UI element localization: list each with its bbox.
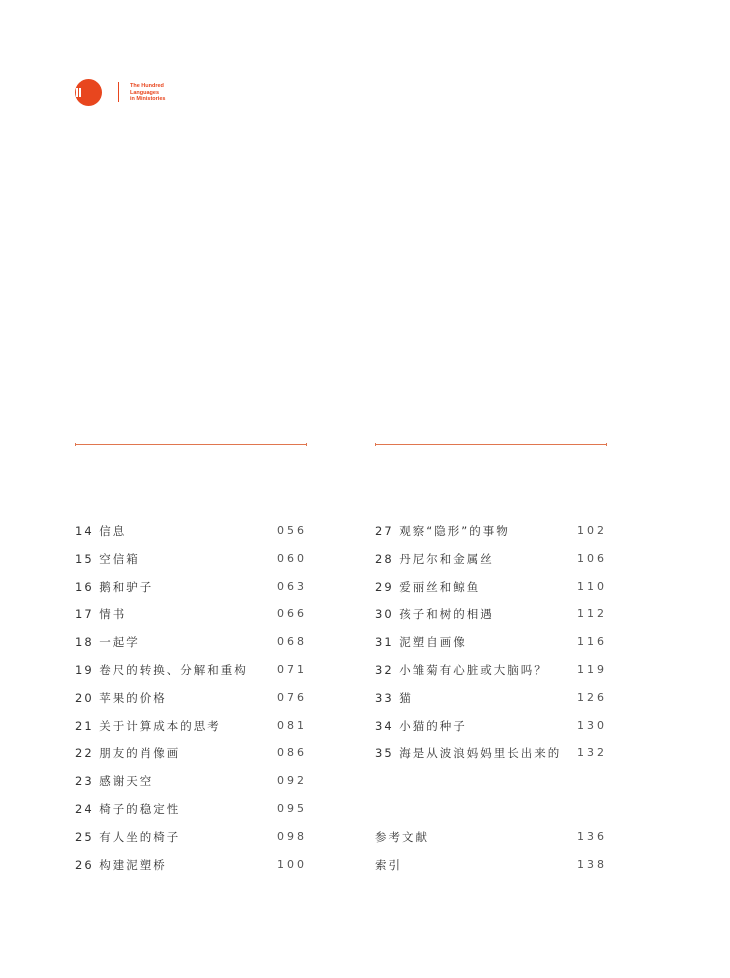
toc-entry[interactable] [75, 634, 307, 662]
toc-title: 15 空信箱 [75, 551, 140, 566]
toc-back-matter [375, 829, 607, 885]
toc-page-number: 066 [277, 607, 307, 621]
logo-divider [118, 82, 119, 102]
toc-entry[interactable] [375, 551, 607, 579]
toc-page-number: 076 [277, 690, 307, 704]
toc-entry[interactable] [75, 523, 307, 551]
toc-page-number: 095 [277, 801, 307, 815]
toc-entry[interactable] [375, 745, 607, 773]
toc-title: 35 海是从波浪妈妈里长出来的 [375, 746, 562, 761]
toc-page-number: 112 [577, 607, 607, 621]
toc-title: 21 关于计算成本的思考 [75, 718, 221, 733]
toc-title: 14 信息 [75, 524, 127, 538]
toc-entry[interactable] [75, 551, 307, 579]
toc-entry[interactable] [75, 801, 307, 829]
toc-page-number: 098 [277, 829, 307, 843]
toc-page-number: 100 [277, 857, 307, 871]
toc-entry[interactable] [75, 773, 307, 801]
toc-title: 23 感谢天空 [75, 774, 154, 789]
toc-page-number: 081 [277, 718, 307, 732]
left-column-rule [75, 444, 307, 445]
toc-title: 32 小雏菊有心脏或大脑吗？ [375, 662, 548, 677]
toc-page-number: 060 [277, 551, 307, 565]
toc-page-number: 132 [577, 746, 607, 760]
toc-entry-index[interactable] [375, 857, 607, 885]
toc-page-number: 116 [577, 635, 607, 649]
toc-title: 29 爱丽丝和鲸鱼 [375, 579, 481, 594]
toc-title: 26 构建泥塑桥 [75, 857, 167, 872]
toc-page-number: 056 [277, 524, 307, 537]
logo-line-3: in Ministories [130, 96, 166, 102]
toc-page-number: 130 [577, 718, 607, 732]
toc-title: 16 鹅和驴子 [75, 579, 154, 594]
toc-entry[interactable] [75, 579, 307, 607]
toc-entry[interactable] [375, 662, 607, 690]
toc-title: 参考文献 [375, 830, 429, 844]
toc-page-number: 110 [577, 579, 607, 593]
toc-page-number: 092 [277, 774, 307, 788]
logo-line-2: Languages [130, 89, 160, 96]
toc-entry[interactable] [75, 829, 307, 857]
logo-bars-icon [76, 88, 82, 97]
toc-entry[interactable] [75, 718, 307, 746]
toc-entry[interactable] [375, 634, 607, 662]
toc-entry[interactable] [75, 857, 307, 885]
toc-entry-references[interactable] [375, 829, 607, 857]
toc-page-number: 106 [577, 551, 607, 565]
toc-entry[interactable] [75, 745, 307, 773]
toc-page-number: 119 [577, 662, 607, 676]
toc-page-number: 136 [577, 830, 607, 843]
toc-entry[interactable] [75, 690, 307, 718]
toc-page-number: 102 [577, 524, 607, 537]
toc-left-column [75, 523, 307, 884]
logo-line-1: The Hundred [130, 83, 164, 89]
right-column-rule [375, 444, 607, 445]
toc-right-column [375, 523, 607, 773]
toc-title: 19 卷尺的转换、分解和重构 [75, 662, 248, 677]
toc-entry[interactable] [375, 718, 607, 746]
toc-title: 22 朋友的肖像画 [75, 746, 181, 761]
toc-page-number: 068 [277, 635, 307, 649]
toc-title: 25 有人坐的椅子 [75, 829, 181, 844]
toc-page-number: 063 [277, 579, 307, 593]
toc-page-number: 126 [577, 690, 607, 704]
toc-entry[interactable] [375, 606, 607, 634]
toc-title: 27 观察“隐形”的事物 [375, 524, 510, 538]
toc-title: 30 孩子和树的相遇 [375, 607, 494, 622]
toc-title: 28 丹尼尔和金属丝 [375, 551, 494, 566]
toc-entry[interactable] [375, 579, 607, 607]
toc-title: 18 一起学 [75, 635, 140, 650]
toc-page-number: 138 [577, 857, 607, 871]
toc-title: 20 苹果的价格 [75, 690, 167, 705]
toc-entry[interactable] [375, 690, 607, 718]
toc-title: 34 小猫的种子 [375, 718, 467, 733]
toc-title: 33 猫 [375, 690, 413, 705]
toc-page-number: 071 [277, 662, 307, 676]
toc-title: 24 椅子的稳定性 [75, 801, 181, 816]
toc-title: 31 泥塑自画像 [375, 635, 467, 650]
toc-title: 17 情书 [75, 607, 127, 622]
toc-page-number: 086 [277, 746, 307, 760]
toc-entry[interactable] [75, 606, 307, 634]
toc-entry[interactable] [75, 662, 307, 690]
toc-entry[interactable] [375, 523, 607, 551]
toc-title: 索引 [375, 857, 402, 872]
logo-text [130, 83, 165, 103]
